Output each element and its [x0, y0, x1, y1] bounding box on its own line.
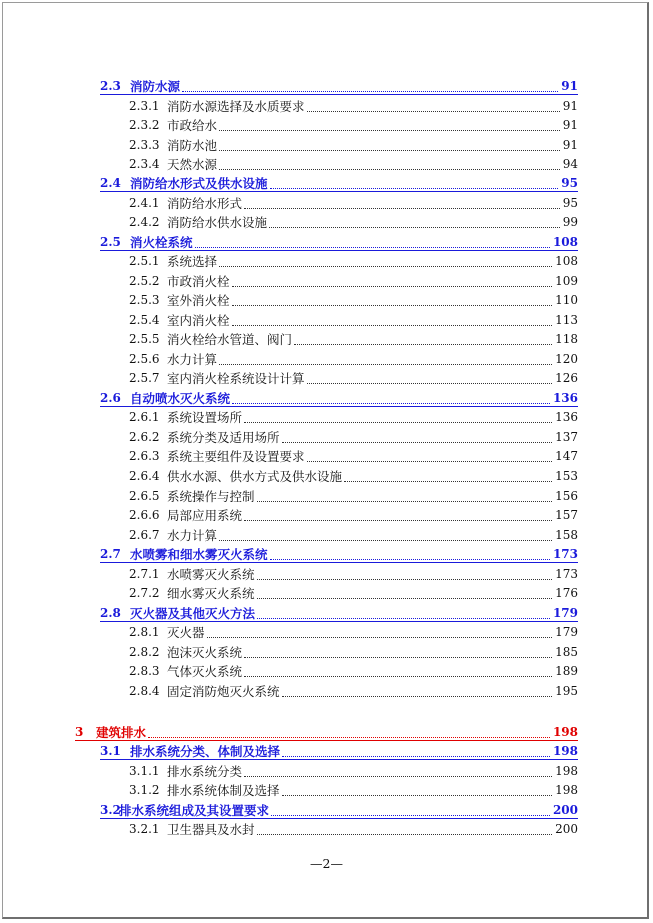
toc-entry-title: 系统分类及适用场所: [167, 430, 280, 445]
toc-leader-dots: [219, 350, 552, 365]
toc-entry-title: 消防水源选择及水质要求: [167, 99, 305, 114]
toc-leader-dots: [244, 194, 560, 209]
toc-entry-title: 气体灭火系统: [167, 664, 243, 679]
toc-entry-number: 2.3.2: [129, 118, 160, 132]
toc-entry-title: 消防给水形式及供水设施: [130, 176, 268, 191]
toc-entry-title: 消防给水供水设施: [167, 215, 268, 230]
toc-entry-2-5-2[interactable]: [0, 272, 653, 291]
toc-entry-number: 2.5.4: [129, 313, 160, 327]
toc-entry-2-6-6[interactable]: [0, 506, 653, 525]
toc-entry-page: 158: [555, 528, 578, 542]
toc-entry-2-4-1[interactable]: [0, 194, 653, 213]
toc-entry-3[interactable]: [0, 723, 653, 742]
toc-entry-number: 2.4: [100, 176, 121, 190]
toc-entry-underline: [75, 740, 578, 741]
toc-entry-2-6-1[interactable]: [0, 408, 653, 427]
toc-leader-dots: [219, 136, 560, 151]
toc-entry-title: 水力计算: [167, 528, 218, 543]
toc-leader-dots: [244, 762, 552, 777]
toc-leader-dots: [271, 801, 550, 816]
toc-entry-2-6-4[interactable]: [0, 467, 653, 486]
toc-leader-dots: [282, 682, 553, 697]
toc-entry-page: 179: [552, 606, 578, 620]
toc-entry-title: 排水系统分类: [167, 764, 243, 779]
toc-entry-underline: [100, 818, 578, 819]
toc-entry-number: 3.2.1: [129, 822, 160, 836]
toc-entry-underline: [100, 250, 578, 251]
toc-entry-3-1[interactable]: [0, 742, 653, 761]
toc-entry-number: 3.1.2: [129, 783, 160, 797]
toc-leader-dots: [232, 311, 553, 326]
toc-entry-title: 消防给水形式: [167, 196, 243, 211]
toc-entry-2-6-3[interactable]: [0, 447, 653, 466]
toc-entry-2-5-4[interactable]: [0, 311, 653, 330]
toc-entry-2-5-6[interactable]: [0, 350, 653, 369]
toc-leader-dots: [257, 604, 550, 619]
toc-leader-dots: [307, 447, 553, 462]
toc-entry-title: 室内消火栓系统设计计算: [167, 371, 305, 386]
toc-entry-title: 系统操作与控制: [167, 489, 255, 504]
toc-entry-page: 200: [555, 822, 578, 836]
toc-entry-number: 2.3: [100, 79, 121, 93]
toc-entry-2-4[interactable]: [0, 174, 653, 193]
toc-entry-title: 灭火器: [167, 625, 205, 640]
toc-entry-page: 136: [555, 410, 578, 424]
page-number-footer: —2—: [310, 856, 343, 871]
toc-entry-3-1-1[interactable]: [0, 762, 653, 781]
toc-entry-number: 2.7.1: [129, 567, 160, 581]
toc-entry-title: 灭火器及其他灭火方法: [130, 606, 256, 621]
toc-entry-title: 局部应用系统: [167, 508, 243, 523]
toc-entry-2-6-5[interactable]: [0, 487, 653, 506]
toc-entry-page: 99: [562, 215, 578, 229]
toc-entry-number: 2.6.1: [129, 410, 160, 424]
toc-entry-2-3-3[interactable]: [0, 136, 653, 155]
toc-entry-page: 189: [555, 664, 578, 678]
toc-entry-2-8-3[interactable]: [0, 662, 653, 681]
toc-entry-2-3-1[interactable]: [0, 97, 653, 116]
toc-entry-2-3-4[interactable]: [0, 155, 653, 174]
toc-entry-number: 2.5.1: [129, 254, 160, 268]
toc-leader-dots: [344, 467, 552, 482]
toc-entry-page: 108: [555, 254, 578, 268]
toc-entry-page: 156: [555, 489, 578, 503]
toc-leader-dots: [148, 723, 550, 738]
toc-entry-underline: [100, 621, 578, 622]
toc-entry-underline: [100, 562, 578, 563]
toc-entry-page: 136: [552, 391, 578, 405]
toc-entry-number: 2.6.7: [129, 528, 160, 542]
toc-entry-number: 2.8.1: [129, 625, 160, 639]
toc-entry-page: 109: [555, 274, 578, 288]
toc-entry-number: 2.7.2: [129, 586, 160, 600]
toc-entry-title: 系统主要组件及设置要求: [167, 449, 305, 464]
toc-entry-2-5-1[interactable]: [0, 252, 653, 271]
toc-entry-2-6[interactable]: [0, 389, 653, 408]
toc-leader-dots: [219, 526, 552, 541]
toc-entry-title: 自动喷水灭火系统: [130, 391, 231, 406]
toc-entry-number: 2.4.1: [129, 196, 160, 210]
toc-entry-2-5-7[interactable]: [0, 369, 653, 388]
toc-entry-underline: [100, 191, 578, 192]
toc-entry-page: 113: [555, 313, 578, 327]
toc-entry-number: 2.4.2: [129, 215, 160, 229]
toc-entry-2-8-2[interactable]: [0, 643, 653, 662]
toc-leader-dots: [282, 428, 553, 443]
toc-entry-3-2-1[interactable]: [0, 820, 653, 839]
toc-entry-title: 室外消火栓: [167, 293, 230, 308]
toc-entry-number: 3.1: [100, 744, 121, 758]
toc-entry-number: 2.5.6: [129, 352, 160, 366]
toc-entry-title: 建筑排水: [96, 725, 147, 740]
toc-entry-page: 185: [555, 645, 578, 659]
toc-leader-dots: [282, 742, 550, 757]
toc-entry-2-5-5[interactable]: [0, 330, 653, 349]
toc-entry-page: 179: [555, 625, 578, 639]
toc-leader-dots: [244, 506, 552, 521]
toc-entry-2-8[interactable]: [0, 604, 653, 623]
toc-entry-title: 供水水源、供水方式及供水设施: [167, 469, 343, 484]
toc-leader-dots: [294, 330, 552, 345]
toc-entry-number: 2.8: [100, 606, 121, 620]
toc-leader-dots: [244, 643, 552, 658]
toc-entry-page: 200: [552, 803, 578, 817]
toc-entry-number: 3: [75, 725, 84, 739]
toc-entry-title: 水喷雾灭火系统: [167, 567, 255, 582]
toc-entry-title: 水力计算: [167, 352, 218, 367]
toc-entry-page: 95: [562, 196, 578, 210]
toc-entry-number: 2.6.5: [129, 489, 160, 503]
toc-entry-underline: [100, 406, 578, 407]
toc-leader-dots: [269, 213, 560, 228]
toc-entry-title: 消火栓系统: [130, 235, 193, 250]
toc-entry-2-7-2[interactable]: [0, 584, 653, 603]
toc-entry-title: 室内消火栓: [167, 313, 230, 328]
toc-entry-number: 2.3.4: [129, 157, 160, 171]
toc-entry-title: 系统选择: [167, 254, 218, 269]
toc-entry-underline: [100, 759, 578, 760]
toc-leader-dots: [307, 369, 553, 384]
toc-leader-dots: [257, 487, 553, 502]
toc-entry-page: 95: [561, 176, 578, 190]
toc-entry-title: 排水系统分类、体制及选择: [130, 744, 281, 759]
toc-entry-title: 细水雾灭火系统: [167, 586, 255, 601]
toc-leader-dots: [182, 77, 558, 92]
toc-entry-page: 147: [555, 449, 578, 463]
toc-entry-page: 176: [555, 586, 578, 600]
toc-entry-page: 126: [555, 371, 578, 385]
toc-entry-number: 3.2: [100, 803, 121, 817]
toc-entry-number: 2.5.7: [129, 371, 160, 385]
toc-entry-title: 泡沫灭火系统: [167, 645, 243, 660]
toc-entry-number: 2.5: [100, 235, 121, 249]
toc-entry-2-3[interactable]: [0, 77, 653, 96]
toc-entry-page: 173: [552, 547, 578, 561]
toc-leader-dots: [244, 662, 552, 677]
toc-entry-number: 2.6.3: [129, 449, 160, 463]
toc-leader-dots: [232, 291, 553, 306]
toc-entry-title: 消防水源: [130, 79, 181, 94]
toc-entry-title: 固定消防炮灭火系统: [167, 684, 280, 699]
toc-entry-page: 91: [562, 138, 578, 152]
toc-entry-page: 94: [562, 157, 578, 171]
toc-entry-page: 118: [555, 332, 578, 346]
toc-entry-number: 2.6.6: [129, 508, 160, 522]
toc-leader-dots: [219, 252, 552, 267]
toc-entry-page: 91: [562, 99, 578, 113]
toc-entry-number: 2.3.3: [129, 138, 160, 152]
toc-leader-dots: [307, 97, 560, 112]
toc-entry-number: 2.6.4: [129, 469, 160, 483]
toc-entry-number: 2.5.3: [129, 293, 160, 307]
toc-entry-title: 排水系统组成及其设置要求: [119, 803, 270, 818]
toc-entry-2-7[interactable]: [0, 545, 653, 564]
toc-entry-2-8-1[interactable]: [0, 623, 653, 642]
toc-entry-number: 2.5.5: [129, 332, 160, 346]
toc-entry-page: 110: [555, 293, 578, 307]
toc-entry-2-7-1[interactable]: [0, 565, 653, 584]
toc-entry-number: 2.6.2: [129, 430, 160, 444]
toc-entry-3-2[interactable]: [0, 801, 653, 820]
toc-entry-page: 120: [555, 352, 578, 366]
toc-entry-page: 198: [552, 725, 578, 739]
toc-leader-dots: [257, 820, 553, 835]
toc-entry-number: 2.5.2: [129, 274, 160, 288]
toc-leader-dots: [219, 155, 560, 170]
toc-entry-title: 系统设置场所: [167, 410, 243, 425]
toc-entry-2-4-2[interactable]: [0, 213, 653, 232]
toc-entry-2-5-3[interactable]: [0, 291, 653, 310]
toc-entry-title: 天然水源: [167, 157, 218, 172]
toc-entry-3-1-2[interactable]: [0, 781, 653, 800]
toc-entry-2-8-4[interactable]: [0, 682, 653, 701]
toc-entry-page: 91: [561, 79, 578, 93]
toc-entry-page: 157: [555, 508, 578, 522]
toc-entry-number: 3.1.1: [129, 764, 160, 778]
toc-entry-page: 137: [555, 430, 578, 444]
toc-entry-page: 195: [555, 684, 578, 698]
toc-entry-2-5[interactable]: [0, 233, 653, 252]
toc-entry-page: 91: [562, 118, 578, 132]
toc-leader-dots: [219, 116, 560, 131]
toc-entry-title: 市政消火栓: [167, 274, 230, 289]
toc-leader-dots: [257, 565, 553, 580]
toc-leader-dots: [195, 233, 550, 248]
toc-leader-dots: [207, 623, 553, 638]
toc-leader-dots: [282, 781, 553, 796]
toc-entry-2-6-7[interactable]: [0, 526, 653, 545]
toc-entry-number: 2.8.4: [129, 684, 160, 698]
toc-leader-dots: [232, 389, 550, 404]
toc-leader-dots: [232, 272, 553, 287]
toc-entry-page: 173: [555, 567, 578, 581]
toc-entry-underline: [100, 94, 578, 95]
toc-entry-page: 153: [555, 469, 578, 483]
toc-entry-page: 108: [552, 235, 578, 249]
toc-leader-dots: [257, 584, 553, 599]
toc-entry-page: 198: [555, 783, 578, 797]
toc-entry-page: 198: [555, 764, 578, 778]
toc-entry-number: 2.8.3: [129, 664, 160, 678]
toc-entry-title: 水喷雾和细水雾灭火系统: [130, 547, 268, 562]
toc-entry-title: 卫生器具及水封: [167, 822, 255, 837]
toc-entry-title: 排水系统体制及选择: [167, 783, 280, 798]
toc-entry-number: 2.3.1: [129, 99, 160, 113]
toc-entry-page: 198: [552, 744, 578, 758]
toc-entry-2-6-2[interactable]: [0, 428, 653, 447]
toc-entry-number: 2.6: [100, 391, 121, 405]
toc-leader-dots: [270, 174, 559, 189]
toc-entry-title: 市政给水: [167, 118, 218, 133]
toc-entry-2-3-2[interactable]: [0, 116, 653, 135]
toc-leader-dots: [244, 408, 552, 423]
toc-leader-dots: [270, 545, 550, 560]
toc-entry-title: 消防水池: [167, 138, 218, 153]
toc-entry-number: 2.7: [100, 547, 121, 561]
toc-entry-title: 消火栓给水管道、阀门: [167, 332, 293, 347]
toc-entry-number: 2.8.2: [129, 645, 160, 659]
